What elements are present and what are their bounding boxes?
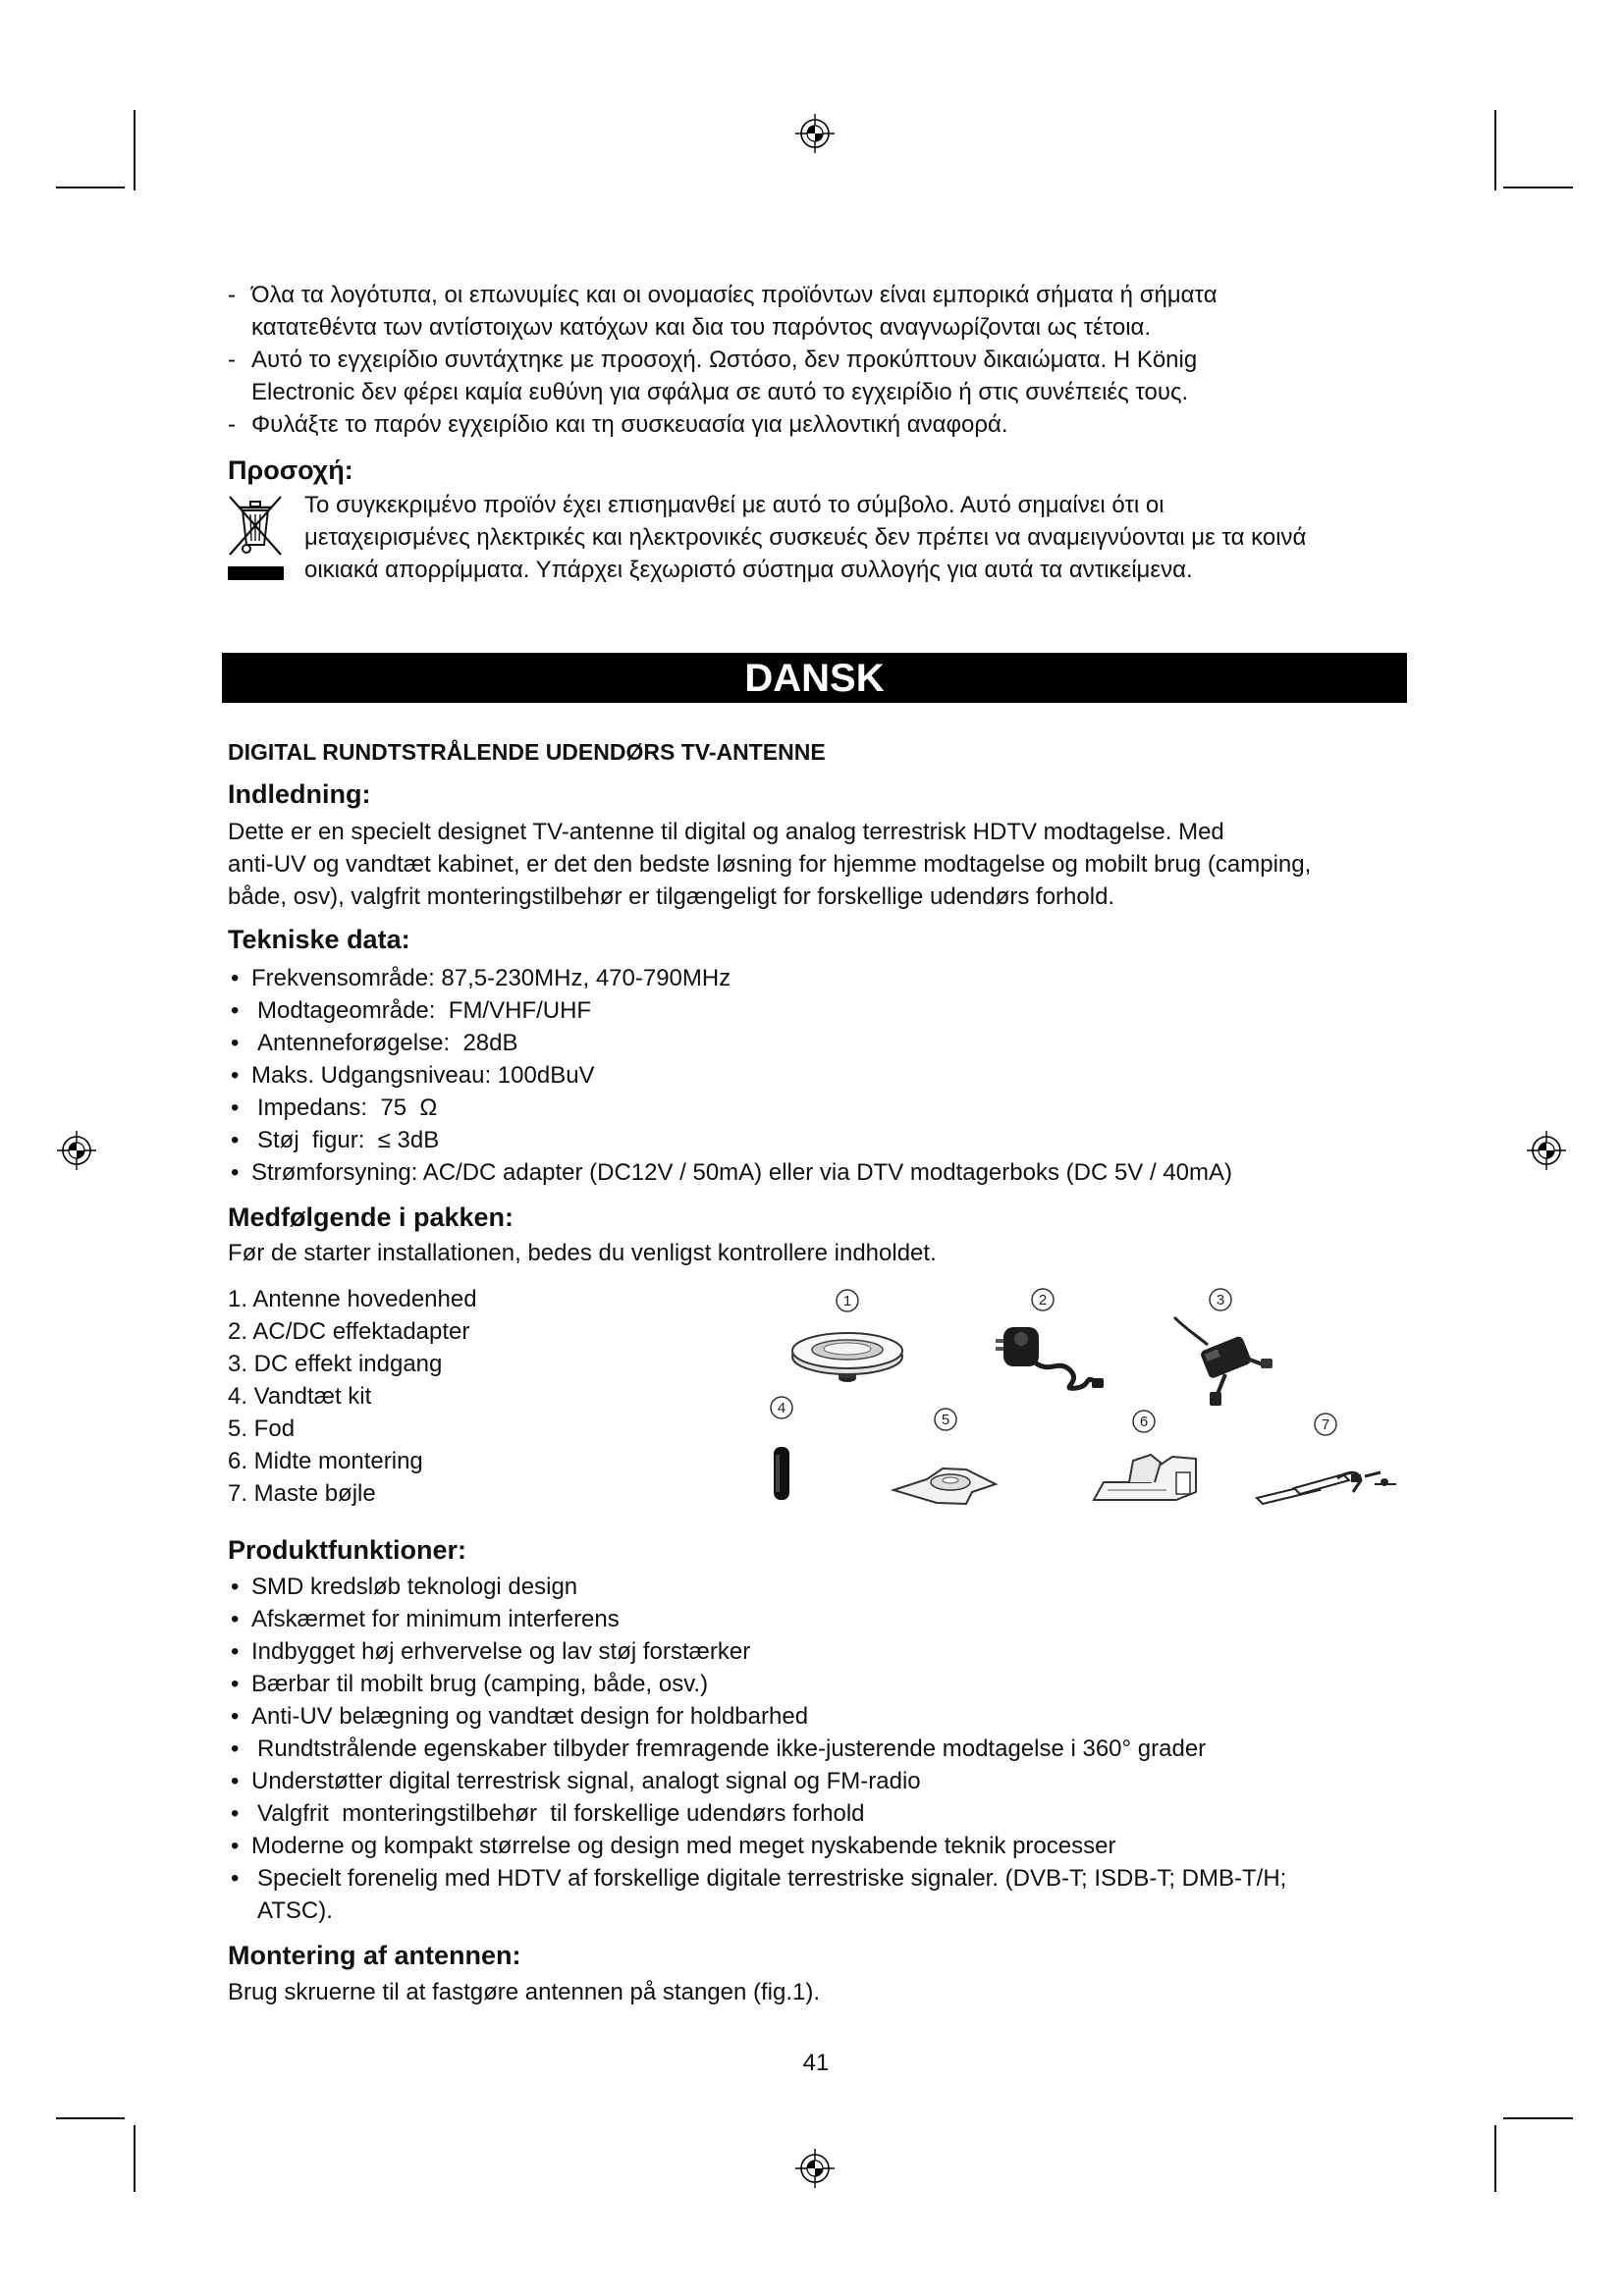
bullet-marker: • [231,1703,240,1730]
bullet-marker: • [231,1095,240,1121]
feature-item-text: ATSC). [257,1897,333,1924]
caution-text [304,489,1306,586]
package-item: 7. Maste bøjle [228,1480,376,1507]
dash-marker: - [228,411,236,438]
greek-note [228,279,1218,344]
spec-item-text: Antenneforøgelse: 28dB [257,1030,518,1056]
feature-item-text: Understøtter digital terrestrisk signal, analogt signal og FM-radio [251,1768,921,1794]
figure-label-text: 3 [1216,1292,1225,1308]
figure-label-3 [1210,1289,1231,1310]
bullet-marker: • [231,1800,240,1827]
figure-label-1 [837,1290,858,1311]
caution-line: Το συγκεκριμένο προϊόν έχει επισημανθεί με αυτό το σύμβολο. Αυτό σημαίνει ότι οι [304,492,1164,518]
spec-item [228,1156,1232,1189]
figure-label-text: 5 [941,1412,950,1428]
crop-mark-bottom-right-horizontal [1503,2117,1573,2119]
language-section-bar: DANSK [222,653,1407,703]
feature-item-text: Indbygget høj erhvervelse og lav støj forstærker [251,1638,751,1665]
package-list [228,1283,477,1510]
foot-illustration [893,1468,996,1504]
spec-item-text: Maks. Udgangsniveau: 100dBuV [251,1062,595,1089]
feature-item [228,1765,1286,1797]
spec-item [228,1027,1232,1059]
feature-item [228,1862,1286,1927]
registration-mark-icon [54,1128,99,1173]
bullet-marker: • [231,997,240,1024]
feature-item [228,1797,1286,1830]
feature-item-text: Specielt forenelig med HDTV af forskellige digitale terrestriske signaler. (DVB-T; ISDB-T; DMB-T/H; [257,1865,1287,1892]
middle-mount-illustration [1094,1455,1196,1500]
ac-dc-adapter-illustration [996,1327,1104,1388]
mounting-heading: Montering af antennen: [228,1941,521,1970]
package-item: 4. Vandtæt kit [228,1383,372,1410]
feature-item-text: Rundtstrålende egenskaber tilbyder fremragende ikke-justerende modtagelse i 360° grader [257,1735,1207,1762]
greek-note-line: κατατεθέντα των αντίστοιχων κατόχων και δια του παρόντος αναγνωρίζονται ως τέτοια. [251,314,1152,341]
package-item: 1. Antenne hovedenhed [228,1286,477,1312]
feature-item-text: Afskærmet for minimum interferens [251,1606,620,1632]
bullet-marker: • [231,1606,240,1632]
feature-item-text: SMD kredsløb teknologi design [251,1574,578,1600]
feature-list [228,1571,1286,1927]
bullet-marker: • [231,1638,240,1665]
bullet-marker: • [231,1735,240,1762]
package-note: Før de starter installationen, bedes du venligst kontrollere indholdet. [228,1240,937,1266]
feature-item-text: Bærbar til mobilt brug (camping, både, osv.) [251,1671,709,1697]
spec-item [228,1092,1232,1124]
greek-note [228,344,1218,408]
greek-note [228,408,1218,441]
dc-power-inserter-illustration [1174,1317,1272,1406]
product-title: DIGITAL RUNDTSTRÅLENDE UDENDØRS TV-ANTENNE [228,739,826,765]
feature-item [228,1700,1286,1733]
feature-item-text: Moderne og kompakt størrelse og design med meget nyskabende teknik processer [251,1833,1116,1859]
figure-label-text: 7 [1321,1416,1330,1433]
introduction-line: både, osv), valgfrit monteringstilbehør er tilgængeligt for forskellige udendørs forhold. [228,883,1115,910]
spec-item [228,1124,1232,1156]
caution-heading: Προσοχή: [228,455,353,485]
spec-item-text: Frekvensområde: 87,5-230MHz, 470-790MHz [251,965,731,991]
spec-item-text: Støj figur: ≤ 3dB [257,1127,440,1153]
package-item: 5. Fod [228,1415,296,1442]
waterproof-kit-illustration [774,1447,789,1500]
mast-bracket-illustration [1257,1472,1396,1504]
crop-mark-top-left-horizontal [56,187,125,188]
spec-item [228,962,1232,994]
package-item: 6. Midte montering [228,1448,423,1474]
bullet-marker: • [231,1768,240,1794]
dash-marker: - [228,347,236,373]
specs-heading: Tekniske data: [228,925,410,954]
greek-notes [228,279,1218,441]
introduction-paragraph [228,816,1311,913]
spec-item [228,1059,1232,1092]
spec-item-text: Modtageområde: FM/VHF/UHF [257,997,592,1024]
package-item: 3. DC effekt indgang [228,1351,443,1377]
greek-note-line: Όλα τα λογότυπα, οι επωνυμίες και οι ονομασίες προϊόντων είναι εμπορικά σήματα ή σήματα [251,282,1218,308]
package-item: 2. AC/DC effektadapter [228,1318,470,1345]
registration-mark-icon [792,111,838,156]
feature-item [228,1603,1286,1635]
spec-item-text: Strømforsyning: AC/DC adapter (DC12V / 50mA) eller via DTV modtagerboks (DC 5V / 40mA) [251,1159,1232,1186]
registration-mark-icon [1524,1128,1569,1173]
figure-label-6 [1133,1411,1155,1432]
caution-line: μεταχειρισμένες ηλεκτρικές και ηλεκτρονικές συσκευές δεν πρέπει να αναμειγνύονται με τα κοινά [304,524,1307,551]
feature-item-text: Valgfrit monteringstilbehør til forskellige udendørs forhold [257,1800,865,1827]
bullet-marker: • [231,1574,240,1600]
features-heading: Produktfunktioner: [228,1535,466,1565]
spec-item-text: Impedans: 75 Ω [257,1095,438,1121]
feature-item [228,1668,1286,1700]
bullet-marker: • [231,1127,240,1153]
feature-item-text: Anti-UV belægning og vandtæt design for holdbarhed [251,1703,809,1730]
figure-label-text: 6 [1139,1414,1149,1430]
crop-mark-bottom-right-vertical [1494,2125,1496,2192]
spec-item [228,994,1232,1027]
spec-list [228,962,1232,1189]
bullet-marker: • [231,1833,240,1859]
crop-mark-top-left-vertical [134,110,135,190]
bullet-marker: • [231,1159,240,1186]
introduction-line: Dette er en specielt designet TV-antenne til digital og analog terrestrisk HDTV modtagelse. Med [228,819,1224,845]
greek-note-line: Electronic δεν φέρει καμία ευθύνη για σφάλμα σε αυτό το εγχειρίδιο ή στις συνέπειές τους. [251,379,1189,405]
feature-item [228,1635,1286,1668]
bullet-marker: • [231,1062,240,1089]
figure-label-text: 2 [1038,1292,1048,1308]
introduction-line: anti-UV og vandtæt kabinet, er det den bedste løsning for hjemme modtagelse og mobilt brug (camping, [228,851,1312,878]
feature-item [228,1571,1286,1603]
registration-mark-icon [792,2146,838,2191]
figure-label-text: 4 [777,1400,786,1416]
crop-mark-bottom-left-horizontal [56,2117,125,2119]
figure-label-5 [935,1409,956,1430]
figure-label-7 [1315,1414,1336,1435]
crop-mark-top-right-vertical [1494,110,1496,190]
page-number: 41 [802,2050,830,2076]
figure-label-2 [1032,1289,1054,1310]
bullet-marker: • [231,965,240,991]
mounting-text: Brug skruerne til at fastgøre antennen på stangen (fig.1). [228,1979,821,2005]
bullet-marker: • [231,1030,240,1056]
greek-note-line: Αυτό το εγχειρίδιο συντάχτηκε με προσοχή. Ωστόσο, δεν προκύπτουν δικαιώματα. Η König [251,347,1198,373]
introduction-heading: Indledning: [228,779,371,809]
greek-note-line: Φυλάξτε το παρόν εγχειρίδιο και τη συσκευασία για μελλοντική αναφορά. [251,411,1008,438]
crop-mark-top-right-horizontal [1503,187,1573,188]
feature-item [228,1830,1286,1862]
antenna-main-unit-illustration [792,1333,902,1382]
bullet-marker: • [231,1671,240,1697]
dash-marker: - [228,282,236,308]
crop-mark-bottom-left-vertical [134,2125,135,2192]
weee-crossed-bin-icon [225,494,288,584]
package-contents-figure [764,1280,1410,1516]
bullet-marker: • [231,1865,240,1892]
figure-label-text: 1 [842,1293,852,1309]
package-heading: Medfølgende i pakken: [228,1202,514,1232]
figure-label-4 [771,1397,792,1418]
feature-item [228,1733,1286,1765]
caution-line: οικιακά απορρίμματα. Υπάρχει ξεχωριστό σύστημα συλλογής για αυτά τα αντικείμενα. [304,557,1193,583]
